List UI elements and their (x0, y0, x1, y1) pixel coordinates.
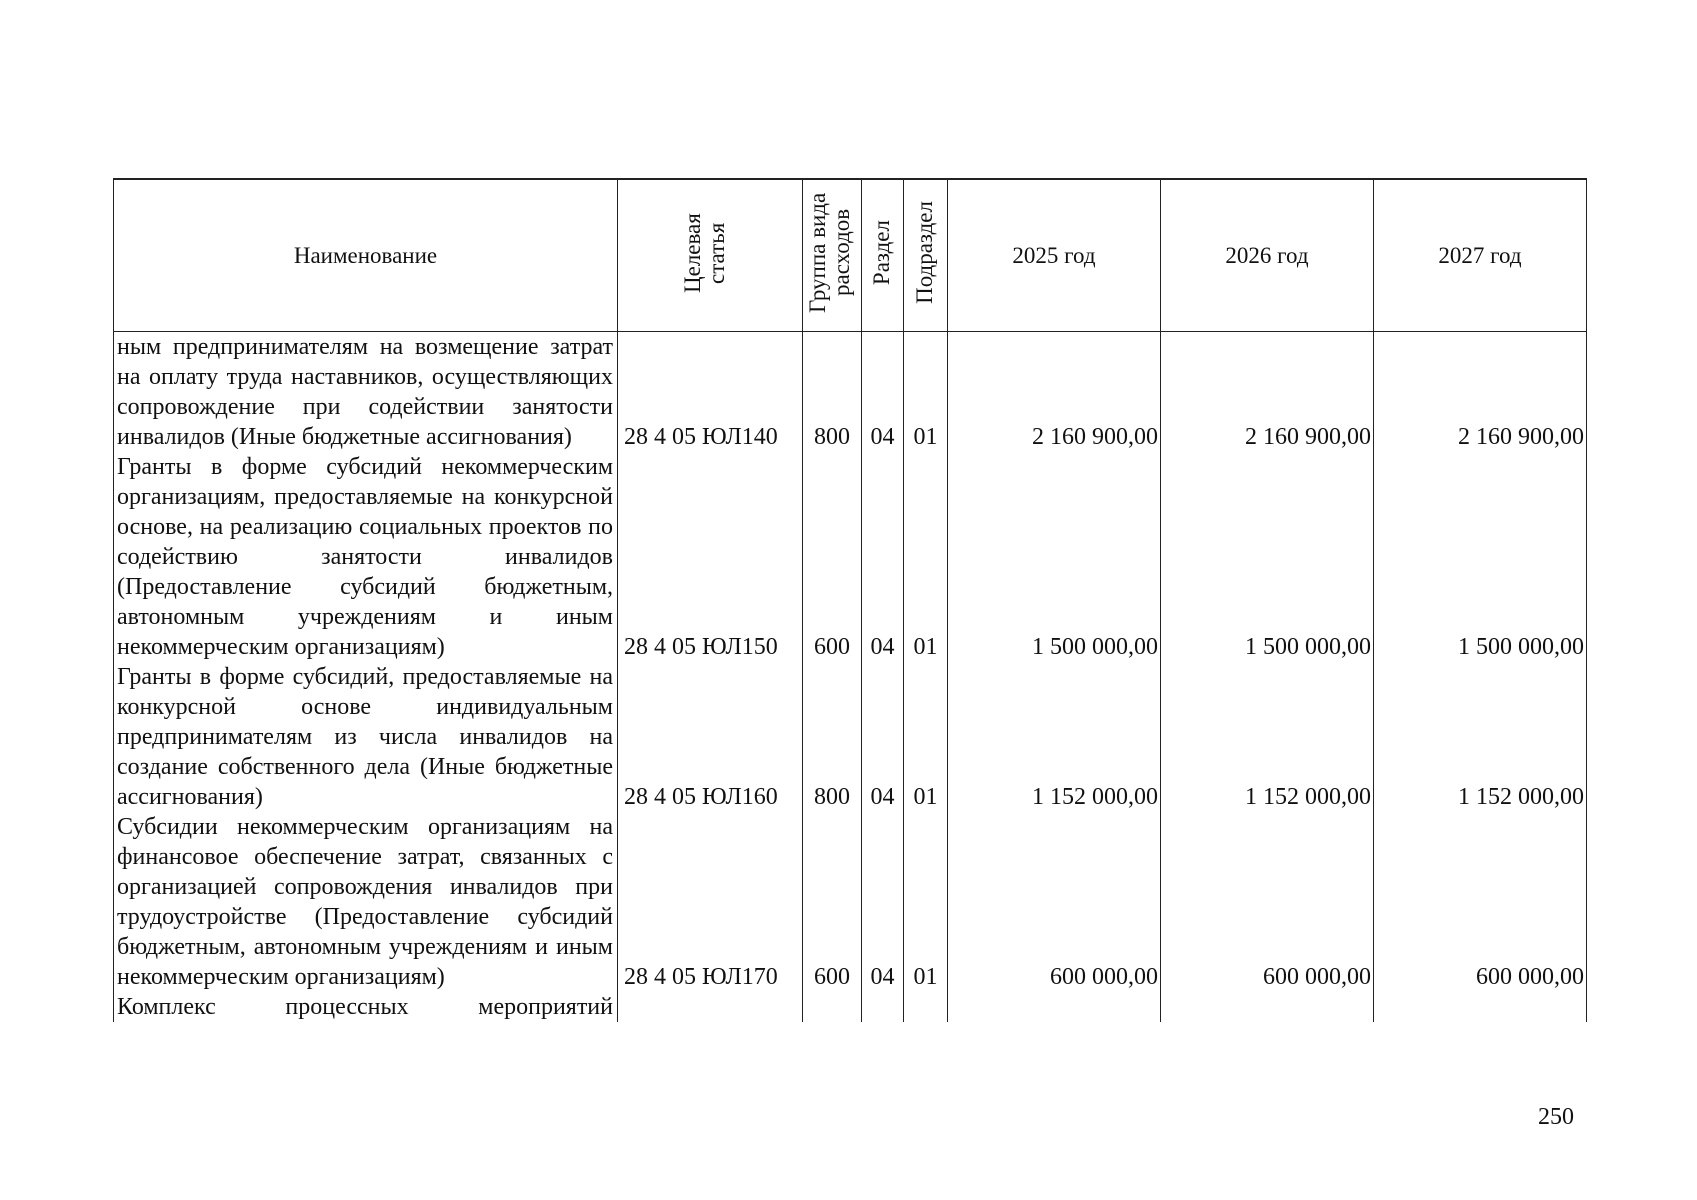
row-expense-group: 800 (803, 332, 862, 453)
table-row (114, 452, 1587, 662)
row-section: 04 (862, 662, 904, 812)
header-target-article: Целевая статья (618, 179, 803, 332)
row-name: Субсидии некоммерческим организациям на финансовое обеспечение затрат, связанных с организацией сопровождения инвалидов при трудоустройстве (Предоставление субсидий бюджетным, автономным учреждениям и иным некоммерческим организациям) (114, 812, 618, 992)
row-amount-2027: 1 152 000,00 (1374, 662, 1587, 812)
row-target-article: 28 4 05 ЮЛ170 (618, 812, 803, 992)
row-amount-2026: 1 152 000,00 (1161, 662, 1374, 812)
row-amount-2025 (948, 992, 1161, 1022)
row-target-article: 28 4 05 ЮЛ160 (618, 662, 803, 812)
header-row (114, 179, 1587, 332)
row-amount-2025: 600 000,00 (948, 812, 1161, 992)
table-row (114, 812, 1587, 992)
row-amount-2027: 2 160 900,00 (1374, 332, 1587, 453)
table-row (114, 662, 1587, 812)
row-amount-2026: 2 160 900,00 (1161, 332, 1374, 453)
row-expense-group: 600 (803, 452, 862, 662)
row-amount-2025: 1 152 000,00 (948, 662, 1161, 812)
row-expense-group (803, 992, 862, 1022)
row-name: ным предпринимателям на возмещение затрат на оплату труда наставников, осуществляющих сопровождение при содействии занятости инвалидов (Иные бюджетные ассигнования) (114, 332, 618, 453)
row-name: Комплекс процессных мероприятий (114, 992, 618, 1022)
row-amount-2025: 1 500 000,00 (948, 452, 1161, 662)
header-name: Наименование (114, 179, 618, 332)
row-subsection: 01 (904, 662, 948, 812)
row-name: Гранты в форме субсидий, предоставляемые на конкурсной основе индивидуальным предпринимателям из числа инвалидов на создание собственного дела (Иные бюджетные ассигнования) (114, 662, 618, 812)
header-year-2027: 2027 год (1374, 179, 1587, 332)
row-target-article (618, 992, 803, 1022)
header-section: Раздел (862, 179, 904, 332)
row-subsection: 01 (904, 812, 948, 992)
row-subsection: 01 (904, 452, 948, 662)
row-section (862, 992, 904, 1022)
table-row (114, 332, 1587, 453)
header-year-2026: 2026 год (1161, 179, 1374, 332)
row-name: Гранты в форме субсидий некоммерческим организациям, предоставляемые на конкурсной основе, на реализацию социальных проектов по содействию занятости инвалидов (Предоставление субсидий бюджетным, автономным учреждениям и иным некоммерческим организациям) (114, 452, 618, 662)
page-number: 250 (1538, 1104, 1574, 1130)
row-target-article: 28 4 05 ЮЛ140 (618, 332, 803, 453)
row-target-article: 28 4 05 ЮЛ150 (618, 452, 803, 662)
row-expense-group: 600 (803, 812, 862, 992)
row-section: 04 (862, 452, 904, 662)
row-amount-2027: 1 500 000,00 (1374, 452, 1587, 662)
row-amount-2026: 600 000,00 (1161, 812, 1374, 992)
row-amount-2026 (1161, 992, 1374, 1022)
row-amount-2026: 1 500 000,00 (1161, 452, 1374, 662)
row-expense-group: 800 (803, 662, 862, 812)
row-section: 04 (862, 812, 904, 992)
header-expense-group: Группа вида расходов (803, 179, 862, 332)
row-amount-2027 (1374, 992, 1587, 1022)
budget-table (113, 178, 1587, 1022)
row-subsection: 01 (904, 332, 948, 453)
header-year-2025: 2025 год (948, 179, 1161, 332)
row-amount-2027: 600 000,00 (1374, 812, 1587, 992)
table-row (114, 992, 1587, 1022)
row-subsection (904, 992, 948, 1022)
row-amount-2025: 2 160 900,00 (948, 332, 1161, 453)
row-section: 04 (862, 332, 904, 453)
header-subsection: Подраздел (904, 179, 948, 332)
